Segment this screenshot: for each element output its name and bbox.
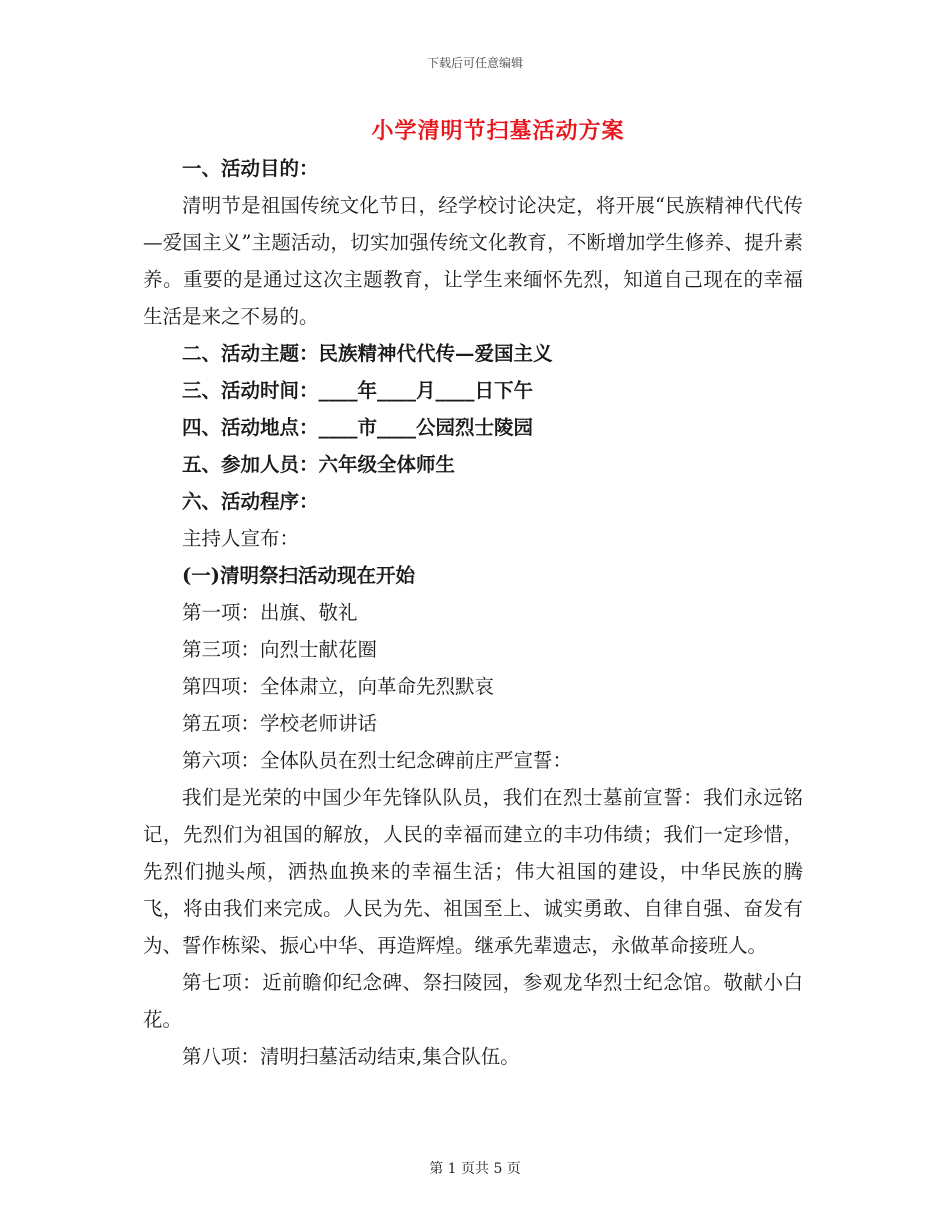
program-item: 第五项：学校老师讲话 <box>182 712 378 735</box>
program-item: 第一项：出旗、敬礼 <box>182 601 358 624</box>
purpose-paragraph: 清明节是祖国传统文化节日，经学校讨论决定，将开展“民族精神代代传—爱国主义”主题活动，切实加强传统文化教育，不断增加学生修养、提升素养。重要的是通过这次主题教育，让学生来缅怀先烈，知道自己现在的幸福生活是来之不易的。 <box>143 194 803 328</box>
oath-paragraph: 我们是光荣的中国少年先锋队队员，我们在烈士墓前宣誓：我们永远铭记，先烈们为祖国的解放，人民的幸福而建立的丰功伟绩；我们一定珍惜，先烈们抛头颅，洒热血换来的幸福生活；伟大祖国的建设，中华民族的腾飞，将由我们来完成。人民为先、祖国至上、诚实勇敢、自律自强、奋发有为、誓作栋梁、振心中华、再造辉煌。继承先辈遗志，永做革命接班人。 <box>143 786 803 957</box>
host-announce: 主持人宣布： <box>182 527 300 550</box>
purpose-heading: 一、活动目的： <box>182 157 319 180</box>
theme-line: 二、活动主题：民族精神代代传—爱国主义 <box>182 342 553 365</box>
item-seven-paragraph: 第七项：近前瞻仰纪念碑、祭扫陵园，参观龙华烈士纪念馆。敬献小白花。 <box>143 971 803 1031</box>
program-item: 第六项：全体队员在烈士纪念碑前庄严宣誓： <box>182 749 573 772</box>
program-heading: 六、活动程序： <box>182 490 319 513</box>
document-body <box>143 150 803 1075</box>
item-eight-line: 第八项：清明扫墓活动结束,集合队伍。 <box>182 1045 520 1068</box>
page-footer: 第 1 页共 5 页 <box>429 1161 521 1177</box>
program-item: 第四项：全体肃立，向革命先烈默哀 <box>182 675 495 698</box>
header-note: 下载后可任意编辑 <box>426 56 523 70</box>
participants-line: 五、参加人员：六年级全体师生 <box>182 453 456 476</box>
time-line: 三、活动时间：____年____月____日下午 <box>182 379 534 402</box>
place-line: 四、活动地点：____市____公园烈士陵园 <box>182 416 534 439</box>
document-title: 小学清明节扫墓活动方案 <box>371 118 625 144</box>
program-item: 第三项：向烈士献花圈 <box>182 638 378 661</box>
part-one-heading: (一)清明祭扫活动现在开始 <box>182 564 415 587</box>
